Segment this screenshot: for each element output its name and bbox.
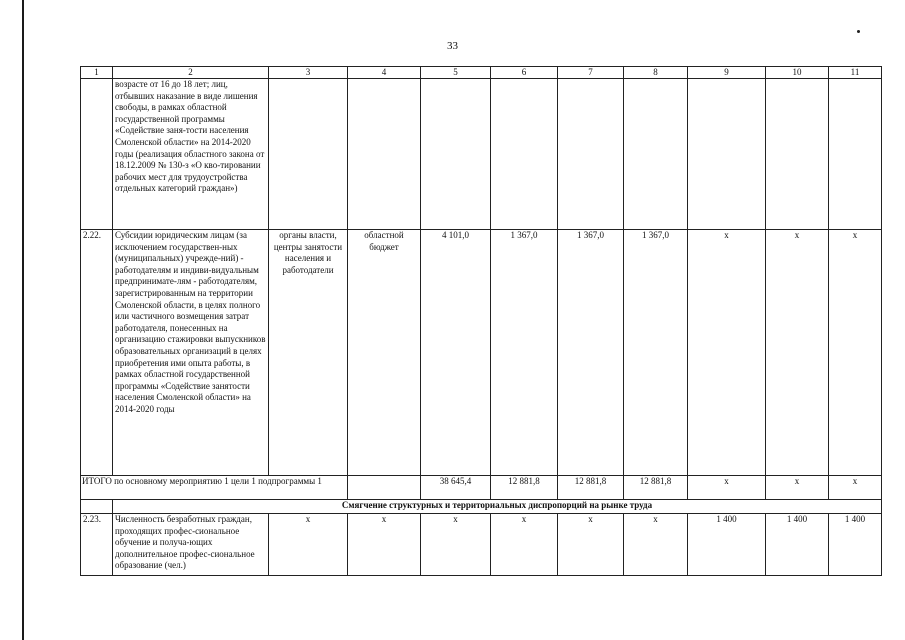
itogo-label: ИТОГО по основному мероприятию 1 цели 1 подпрограммы 1 [81, 476, 348, 500]
indicator-description: Численность безработных граждан, проходящих профес-сиональное обучение и получа-ющих дополнительное профес-сиональное образование (чел.) [113, 514, 269, 576]
col-num-1: 1 [81, 67, 113, 79]
cell-10: 1 400 [766, 514, 829, 576]
column-number-row [81, 67, 882, 79]
col-num-5: 5 [421, 67, 491, 79]
total-amount: 4 101,0 [421, 230, 491, 476]
speck-mark [857, 30, 860, 33]
funding-source-cell: областной бюджет [348, 230, 421, 476]
itogo-indicator2: x [766, 476, 829, 500]
itogo-year2: 12 881,8 [558, 476, 624, 500]
table-row-2-22 [81, 230, 882, 476]
col-num-10: 10 [766, 67, 829, 79]
row-number: 2.22. [81, 230, 113, 476]
executor-cell: органы власти, центры занятости населения и работодатели [269, 230, 348, 476]
col-num-7: 7 [558, 67, 624, 79]
program-table [80, 66, 882, 576]
year1-amount: 1 367,0 [491, 230, 558, 476]
year3-amount: 1 367,0 [624, 230, 688, 476]
col-num-9: 9 [688, 67, 766, 79]
col-num-11: 11 [829, 67, 882, 79]
itogo-total: 38 645,4 [421, 476, 491, 500]
section-title: Смягчение структурных и территориальных диспропорций на рынке труда [113, 500, 882, 514]
itogo-indicator3: x [829, 476, 882, 500]
itogo-year3: 12 881,8 [624, 476, 688, 500]
table-row-continued [81, 79, 882, 230]
cell-5: x [421, 514, 491, 576]
itogo-indicator1: x [688, 476, 766, 500]
col-num-6: 6 [491, 67, 558, 79]
cell-3: x [269, 514, 348, 576]
binding-line [22, 0, 24, 640]
col-num-8: 8 [624, 67, 688, 79]
row-number: 2.23. [81, 514, 113, 576]
indicator1-value: x [688, 230, 766, 476]
cell-8: x [624, 514, 688, 576]
table-row-2-23 [81, 514, 882, 576]
cell-7: x [558, 514, 624, 576]
col-num-4: 4 [348, 67, 421, 79]
indicator3-value: x [829, 230, 882, 476]
col-num-2: 2 [113, 67, 269, 79]
continued-description: возрасте от 16 до 18 лет; лиц, отбывших наказание в виде лишения свободы, в рамках областной государственной программы «Содействие заня-тости населения Смоленской области» на 2014-2020 годы (реализация областного закона от 18.12.2009 № 130-з «О кво-тировании рабочих мест для трудоустройства отдельных категорий граждан») [113, 79, 269, 230]
cell-6: x [491, 514, 558, 576]
section-row [81, 500, 882, 514]
cell-9: 1 400 [688, 514, 766, 576]
col-num-3: 3 [269, 67, 348, 79]
indicator2-value: x [766, 230, 829, 476]
cell-4: x [348, 514, 421, 576]
cell-11: 1 400 [829, 514, 882, 576]
measure-description: Субсидии юридическим лицам (за исключением государствен-ных (муниципальных) учрежде-ний) - работодателям и индиви-видуальным предпринимате-лям - работодателям, зарегистрированным на территории Смоленской области, в целях полного или частичного возмещения затрат работодателя, понесенных на организацию стажировки выпускников образовательных организаций в целях приобретения ими опыта работы, в рамках областной государственной программы «Содействие занятости населения Смоленской области» на 2014-2020 годы [113, 230, 269, 476]
year2-amount: 1 367,0 [558, 230, 624, 476]
table-row-itogo [81, 476, 882, 500]
itogo-year1: 12 881,8 [491, 476, 558, 500]
page-number: 33 [447, 40, 458, 52]
